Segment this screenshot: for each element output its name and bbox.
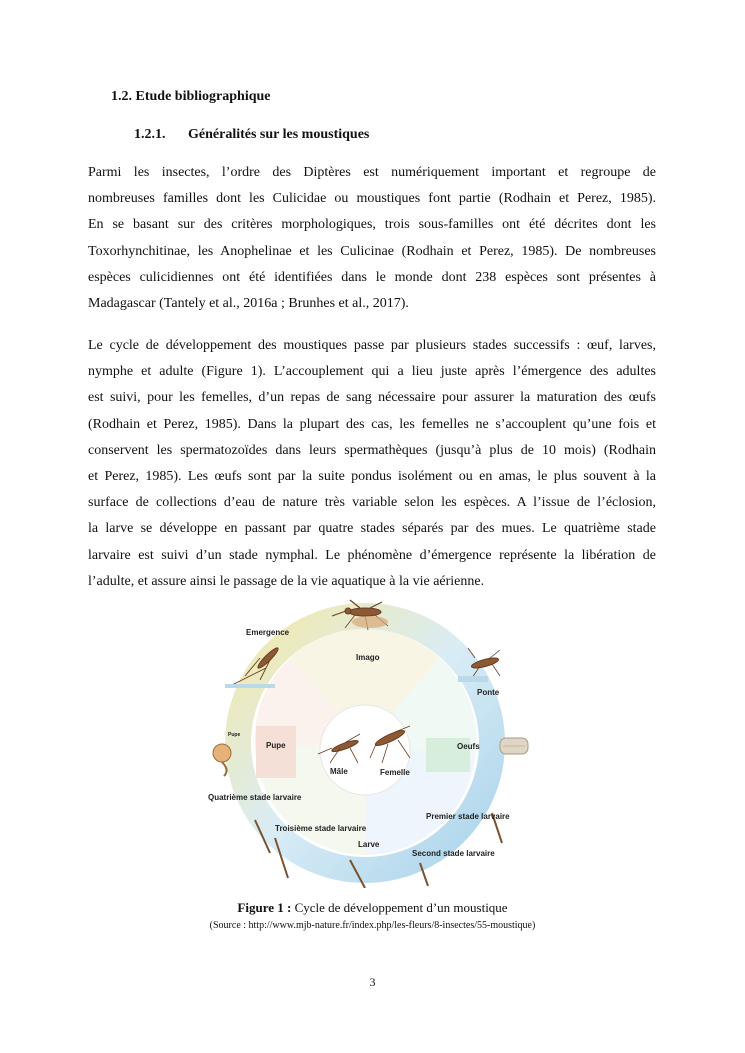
figure-caption	[0, 900, 745, 916]
paragraph-2-line: larvaire est suivi d’un stade nymphal. Le phénomène d’émergence représente la libération de	[88, 547, 656, 563]
section-heading: 1.2. Etude bibliographique	[111, 89, 271, 104]
label-pupe: Pupe	[266, 741, 286, 750]
paragraph-2-line: est suivi, pour les femelles, d’un repas de sang nécessaire pour assurer la maturation des œufs	[88, 390, 656, 406]
figure-source: (Source : http://www.mjb-nature.fr/index.php/les-fleurs/8-insectes/55-moustique)	[209, 920, 536, 931]
label-femelle: Femelle	[380, 768, 410, 777]
mosquito-life-cycle-figure	[200, 598, 530, 888]
paragraph-2-line: la larve se développe en passant par quatre stades séparés par des mues. Le quatrième stade	[88, 521, 656, 537]
label-oeufs: Oeufs	[457, 742, 480, 751]
label-emergence: Emergence	[246, 628, 290, 637]
paragraph-2-line: (Rodhain et Perez, 1985). Dans la plupart des cas, les femelles ne s’accouplent qu’une fois et	[88, 416, 656, 432]
paragraph-2-line: nymphe et adulte (Figure 1). L’accouplement qui a lieu juste après l’émergence des adultes	[88, 364, 656, 380]
subsection-heading	[134, 127, 369, 143]
paragraph-1	[88, 160, 656, 317]
paragraph-1-line: espèces culicidiennes ont été identifiées dans le monde dont 238 espèces sont présentes à	[88, 269, 656, 285]
subsection-title: Généralités sur les moustiques	[188, 127, 370, 142]
label-quatrieme-stade: Quatrième stade larvaire	[208, 793, 302, 802]
label-troisieme-stade: Troisième stade larvaire	[275, 824, 367, 833]
paragraph-2-line: Le cycle de développement des moustiques passe par plusieurs stades successifs : œuf, larves,	[88, 338, 656, 353]
paragraph-2-line: surface de collections d’eau de nature très variable selon les espèces. A l’issue de l’éclosion,	[88, 495, 656, 511]
label-site-watermark: www.mjb-nature.fr	[496, 766, 520, 804]
label-premier-stade: Premier stade larvaire	[426, 812, 510, 821]
paragraph-2	[88, 333, 656, 595]
figure-caption-label: Figure 1 :	[237, 900, 292, 915]
label-pupe-small: Pupe	[228, 732, 241, 738]
label-larve: Larve	[358, 840, 380, 849]
paragraph-2-line: l’adulte, et assure ainsi le passage de la vie aquatique à la vie aérienne.	[88, 573, 485, 589]
label-second-stade: Second stade larvaire	[412, 849, 495, 858]
label-ponte: Ponte	[477, 688, 500, 697]
label-male: Mâle	[330, 767, 348, 776]
eggs-icon	[500, 738, 528, 754]
paragraph-1-line: Parmi les insectes, l’ordre des Diptères est numériquement important et regroupe de	[88, 165, 656, 180]
paragraph-1-line: Madagascar (Tantely et al., 2016a ; Brunhes et al., 2017).	[88, 295, 409, 311]
paragraph-1-line: Toxorhynchitinae, les Anophelinae et les Culicinae (Rodhain et Perez, 1985). De nombreuses	[88, 243, 656, 259]
paragraph-2-line: et Perez, 1985). Les œufs sont par la suite pondus isolément ou en amas, le plus souvent à la	[88, 468, 656, 484]
paragraph-1-line: En se basant sur des critères morphologiques, trois sous-familles ont été décrites dont les	[88, 217, 656, 233]
paragraph-1-line: nombreuses familles dont les Culicidae ou moustiques font partie (Rodhain et Perez, 1985).	[88, 191, 656, 207]
label-imago: Imago	[356, 653, 380, 662]
life-cycle-diagram	[200, 598, 530, 888]
figure-caption-text: Cycle de développement d’un moustique	[291, 900, 508, 915]
subsection-number: 1.2.1.	[134, 127, 166, 142]
page-number: 3	[369, 975, 376, 989]
paragraph-2-line: conservent les spermatozoïdes dans leurs spermathèques (jusqu’à plus de 10 mois) (Rodhain	[88, 442, 656, 458]
